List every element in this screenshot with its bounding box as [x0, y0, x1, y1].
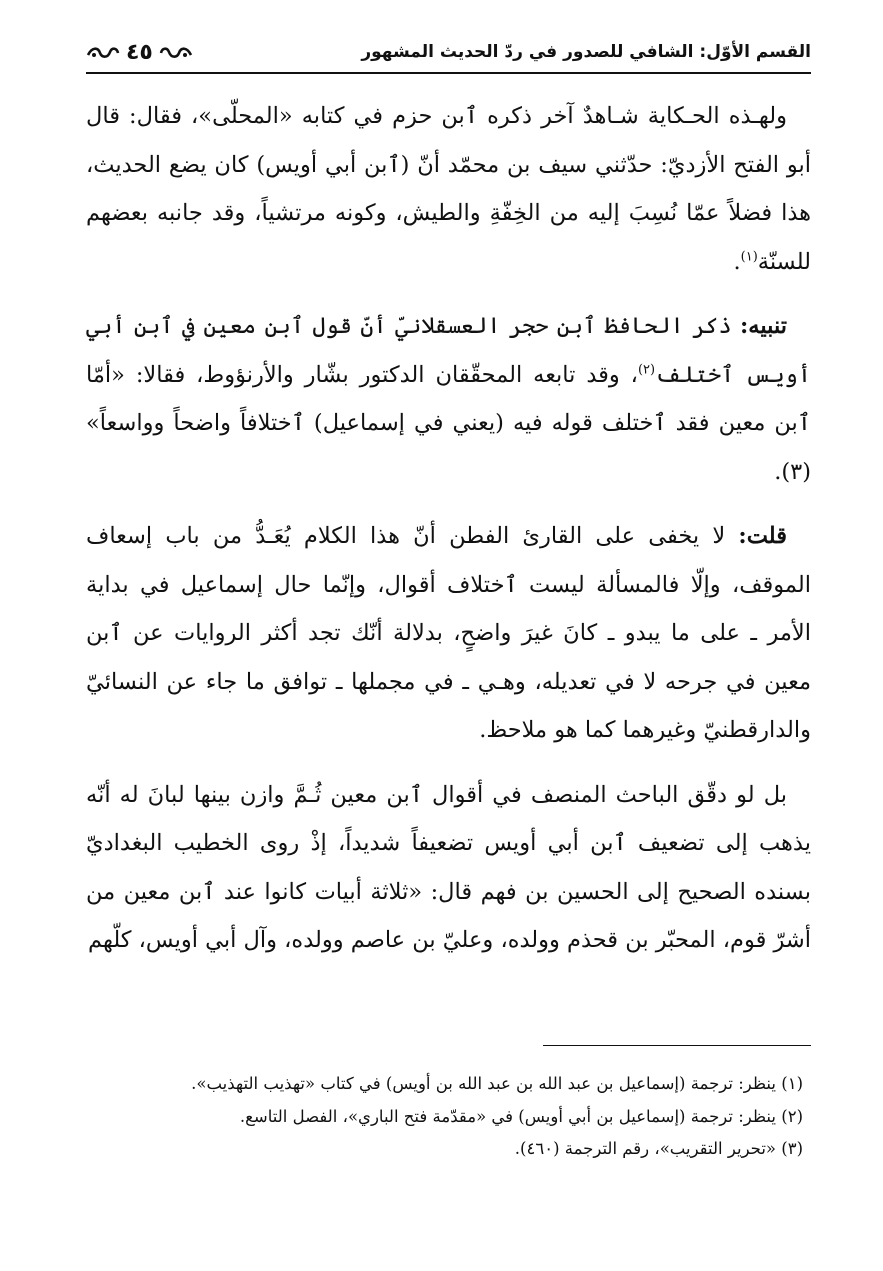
- ornament-left-icon: [86, 44, 120, 60]
- paragraph-2-text: ذكر الحافظ ٱبن حجر العسقلانيّ أنّ قول ٱبن معين في ٱبن أبي أويس ٱختلف: [86, 313, 812, 388]
- paragraph-1: [86, 92, 811, 286]
- paragraph-1-tail: .: [733, 248, 741, 275]
- paragraph-4-text: بل لو دقّق الباحث المنصف في أقوال ٱبن معين ثُـمَّ وازن بينها لبانَ له أنّه يذهب إلى تضعيف ٱبن أبي أويس تضعيفاً شديداً، إذْ روى الخطيب البغداديّ بسنده الصحيح إلى الحسين بن فهم قال: «ثلاثة أبيات كانوا عند ٱبن معين من أشرّ قوم، المحبّر بن قحذم وولده، وعليّ بن عاصم وولده، وآل أبي أويس، كلّهم: [86, 781, 811, 953]
- footnote-separator: [543, 1045, 811, 1046]
- paragraph-3-text: لا يخفى على القارئ الفطن أنّ هذا الكلام يُعَـدُّ من باب إسعاف الموقف، وإلّا فالمسألة ليست ٱختلاف أقوال، وإنّما حال إسماعيل في بداية الأمر ـ على ما يبدو ـ كانَ غيرَ واضحٍ، بدلالة أنّك تجد أكثر الروايات عن ٱبن معين في جرحه لا في تعديله، وهـي ـ في مجملها ـ توافق ما جاء عن النسائيّ والدارقطنيّ وغيرهما كما هو ملاحظ.: [86, 523, 811, 743]
- page-number-block: [86, 40, 193, 65]
- paragraph-2-tail: ، وقد تابعه المحقّقان الدكتور بشّار والأرنؤوط، فقالا: «أمّا ٱبن معين فقد ٱختلف قوله فيه (يعني في إسماعيل) ٱختلافاً واضحاً وواسعاً» (٣).: [86, 361, 811, 485]
- page-number: ٤٥: [126, 39, 153, 65]
- paragraph-3: [86, 512, 811, 755]
- page-header: [86, 32, 811, 74]
- footnote-2: (٢) ينظر: ترجمة (إسماعيل بن أبي أويس) في «مقدّمة فتح الباري»، الفصل التاسع.: [239, 1106, 803, 1126]
- footnote-3: (٣) «تحرير التقريب»، رقم الترجمة (٤٦٠).: [514, 1139, 803, 1158]
- footnote-ref-2[interactable]: (٢): [637, 362, 656, 377]
- footnote-1: (١) ينظر: ترجمة (إسماعيل بن عبد الله بن عبد الله بن أويس) في كتاب «تهذيب التهذيب».: [191, 1074, 803, 1093]
- body-text: [86, 92, 811, 981]
- paragraph-2-lead: تنبيه:: [740, 313, 787, 339]
- paragraph-3-lead: قلت:: [738, 523, 787, 549]
- footnote-ref-1[interactable]: (١): [740, 249, 758, 264]
- paragraph-4: [86, 771, 811, 965]
- paragraph-2: [86, 302, 811, 496]
- paragraph-1-text: ولهـذه الحـكاية شـاهدٌ آخر ذكره ٱبن حزم في كتابه «المحلّى»، فقال: قال أبو الفتح الأزديّ: حدّثني سيف بن محمّد أنّ (ٱبن أبي أويس) كان يضع الحديث، هذا فضلاً عمّا نُسِبَ إليه من الخِفّةِ والطيش، وكونه مرتشياً، وقد جانبه بعضهم للسنّة: [86, 103, 811, 275]
- running-title: القسم الأوّل: الشافي للصدور في ردّ الحديث المشهور: [361, 42, 811, 62]
- ornament-right-icon: [159, 44, 193, 60]
- footnotes: [86, 1068, 811, 1166]
